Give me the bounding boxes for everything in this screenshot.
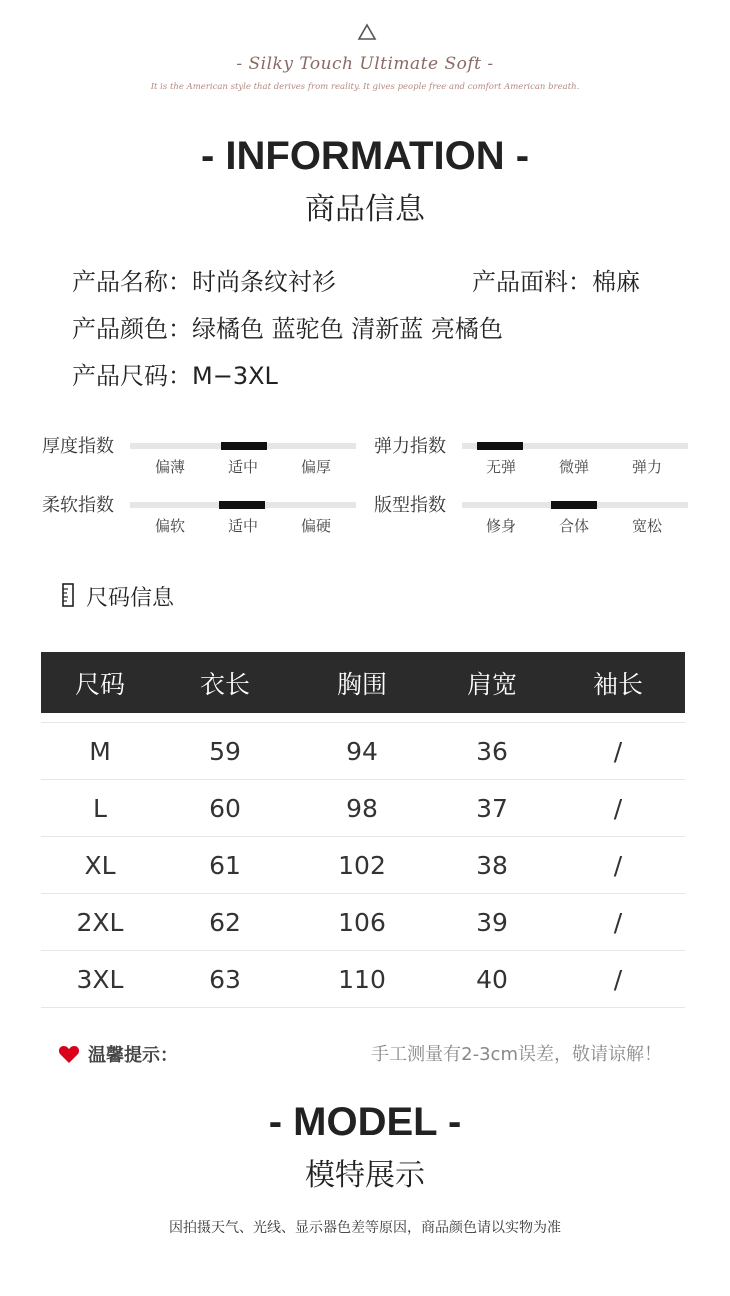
index-tick: 宽松 xyxy=(631,517,662,535)
index-thickness xyxy=(42,432,362,482)
index-track xyxy=(130,502,356,508)
table-row xyxy=(41,780,685,837)
table-cell: 98 xyxy=(291,780,433,837)
table-cell: 94 xyxy=(291,723,433,780)
info-subtitle: 商品信息 xyxy=(305,192,425,227)
index-fit xyxy=(374,491,694,541)
table-cell: 40 xyxy=(433,951,551,1008)
index-marker xyxy=(221,442,267,450)
product-colors: 产品颜色：绿橘色 蓝驼色 清新蓝 亮橘色 xyxy=(72,315,503,343)
product-sizes: 产品尺码：M−3XL xyxy=(72,362,278,390)
table-cell: / xyxy=(551,837,685,894)
index-tick: 适中 xyxy=(227,458,258,476)
table-cell: 36 xyxy=(433,723,551,780)
table-header-cell: 衣长 xyxy=(159,652,291,713)
table-cell: L xyxy=(41,780,159,837)
index-tick: 偏薄 xyxy=(154,458,185,476)
table-cell: 3XL xyxy=(41,951,159,1008)
size-section-label: 尺码信息 xyxy=(86,586,175,611)
index-label: 厚度指数 xyxy=(42,436,114,457)
tip-label: 温馨提示： xyxy=(88,1045,178,1066)
table-header-cell: 尺码 xyxy=(41,652,159,713)
index-tick: 偏软 xyxy=(154,517,185,535)
table-cell: 2XL xyxy=(41,894,159,951)
table-cell: 62 xyxy=(159,894,291,951)
index-marker xyxy=(219,501,265,509)
table-header-cell: 胸围 xyxy=(291,652,433,713)
tip-text: 手工测量有2-3cm误差，敬请谅解！ xyxy=(371,1044,662,1065)
model-title: - MODEL - xyxy=(268,1100,462,1144)
product-name: 产品名称：时尚条纹衬衫 xyxy=(72,268,336,296)
index-tick: 合体 xyxy=(558,517,589,535)
model-subtitle: 模特展示 xyxy=(305,1158,425,1193)
banner-subslogan: It is the American style that derives from reality. It gives people free and comfort American breath. xyxy=(150,82,580,92)
index-label: 柔软指数 xyxy=(42,495,114,516)
table-cell: 38 xyxy=(433,837,551,894)
index-softness xyxy=(42,491,362,541)
index-elasticity xyxy=(374,432,694,482)
table-cell: 106 xyxy=(291,894,433,951)
table-cell: 102 xyxy=(291,837,433,894)
product-fabric: 产品面料：棉麻 xyxy=(472,268,640,296)
index-tick: 无弹 xyxy=(485,458,516,476)
heart-icon xyxy=(58,1044,80,1064)
color-disclaimer: 因拍摄天气、光线、显示器色差等原因，商品颜色请以实物为准 xyxy=(169,1220,561,1236)
index-track xyxy=(130,443,356,449)
table-cell: 39 xyxy=(433,894,551,951)
index-tick: 偏厚 xyxy=(300,458,331,476)
triangle-icon xyxy=(357,22,377,42)
index-track xyxy=(462,502,688,508)
info-title: - INFORMATION - xyxy=(200,134,530,178)
index-track xyxy=(462,443,688,449)
index-tick: 弹力 xyxy=(631,458,662,476)
table-cell: / xyxy=(551,723,685,780)
table-spacer xyxy=(41,713,685,723)
table-row xyxy=(41,723,685,780)
table-row xyxy=(41,951,685,1008)
table-cell: 61 xyxy=(159,837,291,894)
table-header-cell: 肩宽 xyxy=(433,652,551,713)
table-row xyxy=(41,837,685,894)
table-cell: XL xyxy=(41,837,159,894)
table-cell: / xyxy=(551,780,685,837)
table-cell: M xyxy=(41,723,159,780)
index-label: 版型指数 xyxy=(374,495,446,516)
table-header-row xyxy=(41,652,685,713)
index-tick: 修身 xyxy=(485,517,516,535)
table-cell: 37 xyxy=(433,780,551,837)
table-cell: 63 xyxy=(159,951,291,1008)
table-header-cell: 袖长 xyxy=(551,652,685,713)
index-marker xyxy=(551,501,597,509)
table-cell: / xyxy=(551,894,685,951)
index-tick: 微弹 xyxy=(558,458,589,476)
index-tick: 偏硬 xyxy=(300,517,331,535)
ruler-icon xyxy=(62,583,74,607)
banner-slogan: - Silky Touch Ultimate Soft - xyxy=(236,54,494,74)
index-tick: 适中 xyxy=(227,517,258,535)
table-row xyxy=(41,894,685,951)
table-cell: 60 xyxy=(159,780,291,837)
table-cell: / xyxy=(551,951,685,1008)
size-table xyxy=(41,652,685,1008)
index-marker xyxy=(477,442,523,450)
index-label: 弹力指数 xyxy=(374,436,446,457)
table-cell: 59 xyxy=(159,723,291,780)
table-cell: 110 xyxy=(291,951,433,1008)
